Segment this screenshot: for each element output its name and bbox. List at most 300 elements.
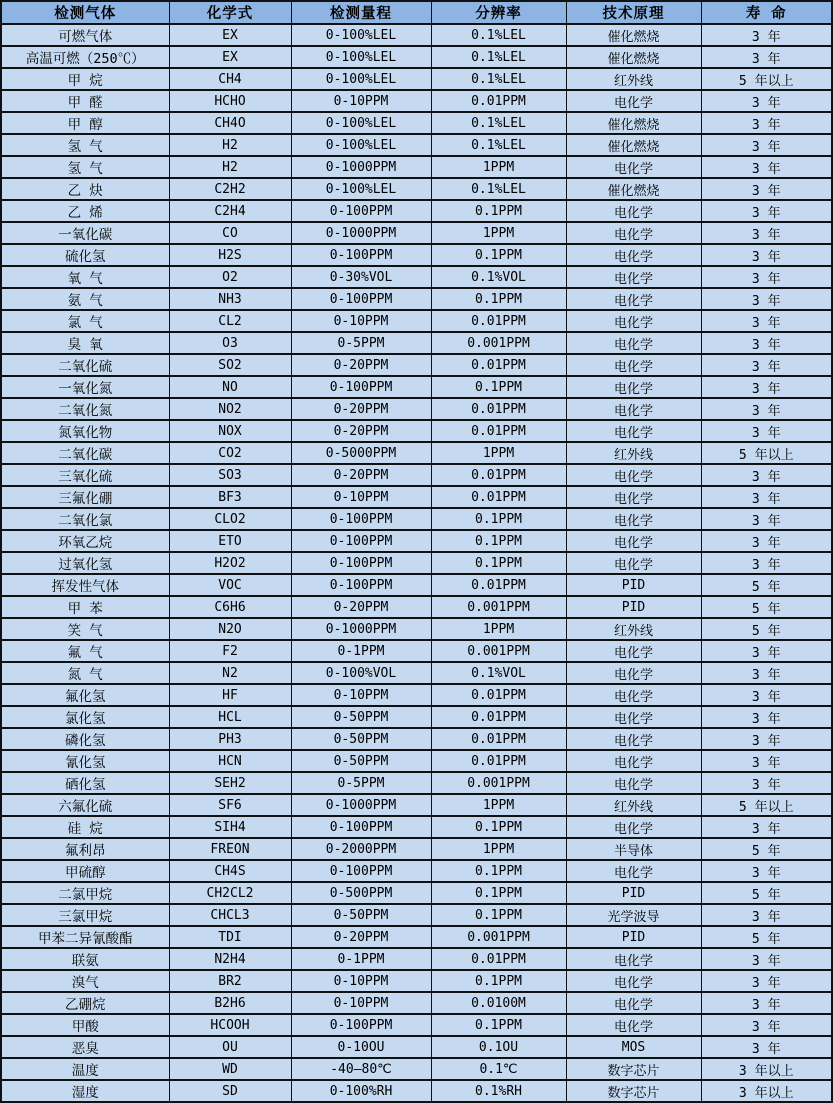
lifespan-cell: 3 年 [701, 46, 832, 68]
gas-name-cell: 氮 气 [1, 662, 169, 684]
table-row [1, 398, 832, 420]
lifespan-cell: 3 年 [701, 728, 832, 750]
resolution-cell: 0.1%VOL [431, 662, 566, 684]
resolution-cell: 0.1%RH [431, 1080, 566, 1102]
formula-cell: CH4 [169, 68, 291, 90]
lifespan-cell: 3 年 [701, 860, 832, 882]
formula-cell: CHCL3 [169, 904, 291, 926]
table-row [1, 178, 832, 200]
range-cell: 0-10PPM [291, 310, 431, 332]
gas-name-cell: 可燃气体 [1, 24, 169, 46]
table-row [1, 442, 832, 464]
lifespan-cell: 3 年 [701, 970, 832, 992]
gas-name-cell: 氯化氢 [1, 706, 169, 728]
principle-cell: 电化学 [566, 1014, 701, 1036]
lifespan-cell: 5 年 [701, 882, 832, 904]
formula-cell: C6H6 [169, 596, 291, 618]
formula-cell: O3 [169, 332, 291, 354]
gas-name-cell: 氟 气 [1, 640, 169, 662]
table-row [1, 552, 832, 574]
lifespan-cell: 3 年 [701, 332, 832, 354]
principle-cell: 电化学 [566, 970, 701, 992]
gas-name-cell: 挥发性气体 [1, 574, 169, 596]
gas-name-cell: 氮氧化物 [1, 420, 169, 442]
range-cell: 0-50PPM [291, 904, 431, 926]
lifespan-cell: 3 年 [701, 288, 832, 310]
range-cell: 0-500PPM [291, 882, 431, 904]
table-row [1, 684, 832, 706]
gas-name-cell: 甲 苯 [1, 596, 169, 618]
lifespan-cell: 3 年 [701, 530, 832, 552]
range-cell: 0-100PPM [291, 1014, 431, 1036]
resolution-cell: 0.001PPM [431, 640, 566, 662]
gas-name-cell: 氧 气 [1, 266, 169, 288]
formula-cell: N2O [169, 618, 291, 640]
gas-name-cell: 高温可燃（250℃） [1, 46, 169, 68]
principle-cell: 电化学 [566, 266, 701, 288]
resolution-cell: 0.1%LEL [431, 112, 566, 134]
resolution-cell: 0.1PPM [431, 530, 566, 552]
formula-cell: SF6 [169, 794, 291, 816]
principle-cell: 电化学 [566, 486, 701, 508]
lifespan-cell: 3 年 [701, 266, 832, 288]
lifespan-cell: 5 年 [701, 596, 832, 618]
table-row [1, 112, 832, 134]
formula-cell: SIH4 [169, 816, 291, 838]
gas-name-cell: 氟化氢 [1, 684, 169, 706]
table-row [1, 244, 832, 266]
table-row [1, 750, 832, 772]
principle-cell: PID [566, 596, 701, 618]
principle-cell: 电化学 [566, 420, 701, 442]
formula-cell: VOC [169, 574, 291, 596]
range-cell: 0-20PPM [291, 464, 431, 486]
formula-cell: SO3 [169, 464, 291, 486]
gas-name-cell: 环氧乙烷 [1, 530, 169, 552]
range-cell: 0-20PPM [291, 398, 431, 420]
lifespan-cell: 3 年 [701, 90, 832, 112]
resolution-cell: 0.01PPM [431, 90, 566, 112]
resolution-cell: 1PPM [431, 618, 566, 640]
gas-name-cell: 溴气 [1, 970, 169, 992]
resolution-cell: 0.1PPM [431, 1014, 566, 1036]
header-gas-name-cell: 检测气体 [1, 1, 169, 24]
lifespan-cell: 5 年 [701, 618, 832, 640]
lifespan-cell: 3 年 [701, 244, 832, 266]
resolution-cell: 0.1PPM [431, 816, 566, 838]
table-header [1, 1, 832, 24]
table-row [1, 24, 832, 46]
gas-name-cell: 湿度 [1, 1080, 169, 1102]
range-cell: 0-100PPM [291, 816, 431, 838]
table-row [1, 728, 832, 750]
principle-cell: 电化学 [566, 684, 701, 706]
header-row [1, 1, 832, 24]
header-range-cell: 检测量程 [291, 1, 431, 24]
principle-cell: 电化学 [566, 200, 701, 222]
range-cell: 0-50PPM [291, 706, 431, 728]
lifespan-cell: 5 年以上 [701, 794, 832, 816]
range-cell: 0-100%LEL [291, 24, 431, 46]
header-lifespan-cell: 寿 命 [701, 1, 832, 24]
range-cell: 0-100%LEL [291, 46, 431, 68]
table-row [1, 486, 832, 508]
table-row [1, 222, 832, 244]
resolution-cell: 0.1PPM [431, 288, 566, 310]
range-cell: 0-100PPM [291, 200, 431, 222]
principle-cell: 电化学 [566, 90, 701, 112]
gas-name-cell: 氢 气 [1, 156, 169, 178]
range-cell: 0-10OU [291, 1036, 431, 1058]
formula-cell: NH3 [169, 288, 291, 310]
gas-name-cell: 甲 醇 [1, 112, 169, 134]
range-cell: -40—80℃ [291, 1058, 431, 1080]
gas-name-cell: 氨 气 [1, 288, 169, 310]
formula-cell: FREON [169, 838, 291, 860]
formula-cell: BF3 [169, 486, 291, 508]
lifespan-cell: 3 年 [701, 1014, 832, 1036]
gas-name-cell: 三氟化硼 [1, 486, 169, 508]
table-row [1, 596, 832, 618]
principle-cell: 电化学 [566, 750, 701, 772]
lifespan-cell: 3 年 [701, 486, 832, 508]
resolution-cell: 0.1%VOL [431, 266, 566, 288]
principle-cell: 电化学 [566, 640, 701, 662]
principle-cell: 电化学 [566, 552, 701, 574]
range-cell: 0-100PPM [291, 552, 431, 574]
table-row [1, 860, 832, 882]
formula-cell: TDI [169, 926, 291, 948]
lifespan-cell: 3 年 [701, 662, 832, 684]
resolution-cell: 0.01PPM [431, 354, 566, 376]
range-cell: 0-20PPM [291, 354, 431, 376]
gas-name-cell: 乙 炔 [1, 178, 169, 200]
table-row [1, 970, 832, 992]
resolution-cell: 1PPM [431, 794, 566, 816]
principle-cell: 电化学 [566, 706, 701, 728]
header-principle-cell: 技术原理 [566, 1, 701, 24]
gas-name-cell: 氢 气 [1, 134, 169, 156]
gas-name-cell: 三氯甲烷 [1, 904, 169, 926]
formula-cell: NOX [169, 420, 291, 442]
lifespan-cell: 3 年 [701, 112, 832, 134]
formula-cell: C2H4 [169, 200, 291, 222]
lifespan-cell: 3 年 [701, 178, 832, 200]
principle-cell: 催化燃烧 [566, 112, 701, 134]
gas-name-cell: 氰化氢 [1, 750, 169, 772]
lifespan-cell: 3 年以上 [701, 1080, 832, 1102]
table-row [1, 794, 832, 816]
gas-name-cell: 二氯甲烷 [1, 882, 169, 904]
table-row [1, 618, 832, 640]
formula-cell: CH4O [169, 112, 291, 134]
gas-name-cell: 笑 气 [1, 618, 169, 640]
principle-cell: 电化学 [566, 816, 701, 838]
principle-cell: 数字芯片 [566, 1080, 701, 1102]
principle-cell: PID [566, 882, 701, 904]
lifespan-cell: 3 年 [701, 200, 832, 222]
range-cell: 0-20PPM [291, 596, 431, 618]
resolution-cell: 0.1%LEL [431, 134, 566, 156]
principle-cell: 催化燃烧 [566, 178, 701, 200]
lifespan-cell: 3 年 [701, 508, 832, 530]
resolution-cell: 0.001PPM [431, 772, 566, 794]
principle-cell: 电化学 [566, 222, 701, 244]
gas-name-cell: 甲苯二异氰酸酯 [1, 926, 169, 948]
formula-cell: WD [169, 1058, 291, 1080]
range-cell: 0-100PPM [291, 574, 431, 596]
resolution-cell: 1PPM [431, 838, 566, 860]
formula-cell: OU [169, 1036, 291, 1058]
table-row [1, 772, 832, 794]
gas-name-cell: 乙 烯 [1, 200, 169, 222]
range-cell: 0-10PPM [291, 486, 431, 508]
resolution-cell: 0.1PPM [431, 882, 566, 904]
formula-cell: N2H4 [169, 948, 291, 970]
gas-name-cell: 臭 氧 [1, 332, 169, 354]
range-cell: 0-1PPM [291, 640, 431, 662]
table-row [1, 706, 832, 728]
range-cell: 0-5000PPM [291, 442, 431, 464]
formula-cell: SD [169, 1080, 291, 1102]
resolution-cell: 0.1%LEL [431, 68, 566, 90]
table-row [1, 530, 832, 552]
formula-cell: HCHO [169, 90, 291, 112]
table-row [1, 640, 832, 662]
resolution-cell: 0.1OU [431, 1036, 566, 1058]
range-cell: 0-100PPM [291, 376, 431, 398]
resolution-cell: 1PPM [431, 156, 566, 178]
lifespan-cell: 3 年 [701, 420, 832, 442]
gas-name-cell: 三氧化硫 [1, 464, 169, 486]
resolution-cell: 0.0100M [431, 992, 566, 1014]
table-row [1, 90, 832, 112]
range-cell: 0-100%LEL [291, 178, 431, 200]
range-cell: 0-1000PPM [291, 222, 431, 244]
range-cell: 0-100PPM [291, 530, 431, 552]
table-row [1, 838, 832, 860]
table-row [1, 376, 832, 398]
range-cell: 0-50PPM [291, 750, 431, 772]
gas-name-cell: 一氧化碳 [1, 222, 169, 244]
table-row [1, 464, 832, 486]
table-row [1, 1058, 832, 1080]
principle-cell: 电化学 [566, 948, 701, 970]
range-cell: 0-20PPM [291, 420, 431, 442]
resolution-cell: 0.001PPM [431, 332, 566, 354]
principle-cell: 电化学 [566, 772, 701, 794]
lifespan-cell: 3 年 [701, 706, 832, 728]
range-cell: 0-1PPM [291, 948, 431, 970]
gas-name-cell: 一氧化氮 [1, 376, 169, 398]
formula-cell: F2 [169, 640, 291, 662]
formula-cell: B2H6 [169, 992, 291, 1014]
resolution-cell: 0.01PPM [431, 706, 566, 728]
range-cell: 0-10PPM [291, 90, 431, 112]
table-row [1, 354, 832, 376]
formula-cell: NO [169, 376, 291, 398]
gas-name-cell: 恶臭 [1, 1036, 169, 1058]
formula-cell: H2 [169, 156, 291, 178]
gas-name-cell: 甲硫醇 [1, 860, 169, 882]
range-cell: 0-100%LEL [291, 68, 431, 90]
table-row [1, 1036, 832, 1058]
principle-cell: 电化学 [566, 662, 701, 684]
lifespan-cell: 3 年 [701, 398, 832, 420]
formula-cell: CH4S [169, 860, 291, 882]
principle-cell: 催化燃烧 [566, 24, 701, 46]
table-row [1, 816, 832, 838]
table-row [1, 200, 832, 222]
principle-cell: 电化学 [566, 354, 701, 376]
principle-cell: 半导体 [566, 838, 701, 860]
range-cell: 0-50PPM [291, 728, 431, 750]
resolution-cell: 0.1PPM [431, 508, 566, 530]
lifespan-cell: 5 年 [701, 838, 832, 860]
formula-cell: C2H2 [169, 178, 291, 200]
principle-cell: 红外线 [566, 794, 701, 816]
range-cell: 0-1000PPM [291, 794, 431, 816]
table-row [1, 662, 832, 684]
gas-name-cell: 硒化氢 [1, 772, 169, 794]
range-cell: 0-5PPM [291, 772, 431, 794]
lifespan-cell: 5 年 [701, 926, 832, 948]
range-cell: 0-30%VOL [291, 266, 431, 288]
table-row [1, 46, 832, 68]
range-cell: 0-1000PPM [291, 618, 431, 640]
formula-cell: CO2 [169, 442, 291, 464]
range-cell: 0-100PPM [291, 860, 431, 882]
lifespan-cell: 3 年 [701, 24, 832, 46]
gas-name-cell: 氯 气 [1, 310, 169, 332]
table-row [1, 68, 832, 90]
resolution-cell: 0.001PPM [431, 596, 566, 618]
principle-cell: 光学波导 [566, 904, 701, 926]
resolution-cell: 0.1%LEL [431, 24, 566, 46]
principle-cell: 电化学 [566, 508, 701, 530]
resolution-cell: 0.01PPM [431, 464, 566, 486]
formula-cell: BR2 [169, 970, 291, 992]
lifespan-cell: 3 年 [701, 640, 832, 662]
lifespan-cell: 3 年 [701, 948, 832, 970]
range-cell: 0-1000PPM [291, 156, 431, 178]
range-cell: 0-5PPM [291, 332, 431, 354]
range-cell: 0-2000PPM [291, 838, 431, 860]
gas-name-cell: 温度 [1, 1058, 169, 1080]
table-row [1, 992, 832, 1014]
table-row [1, 1080, 832, 1102]
gas-name-cell: 氟利昂 [1, 838, 169, 860]
table-row [1, 508, 832, 530]
principle-cell: 电化学 [566, 530, 701, 552]
gas-name-cell: 二氧化碳 [1, 442, 169, 464]
resolution-cell: 0.1PPM [431, 376, 566, 398]
resolution-cell: 0.1PPM [431, 904, 566, 926]
range-cell: 0-10PPM [291, 970, 431, 992]
formula-cell: SEH2 [169, 772, 291, 794]
principle-cell: 电化学 [566, 728, 701, 750]
formula-cell: ETO [169, 530, 291, 552]
range-cell: 0-100%LEL [291, 134, 431, 156]
principle-cell: 电化学 [566, 376, 701, 398]
gas-name-cell: 硫化氢 [1, 244, 169, 266]
lifespan-cell: 3 年 [701, 156, 832, 178]
formula-cell: O2 [169, 266, 291, 288]
principle-cell: 电化学 [566, 288, 701, 310]
resolution-cell: 1PPM [431, 442, 566, 464]
resolution-cell: 0.1℃ [431, 1058, 566, 1080]
formula-cell: CH2CL2 [169, 882, 291, 904]
lifespan-cell: 5 年以上 [701, 68, 832, 90]
formula-cell: EX [169, 24, 291, 46]
principle-cell: 红外线 [566, 68, 701, 90]
lifespan-cell: 3 年 [701, 354, 832, 376]
principle-cell: MOS [566, 1036, 701, 1058]
formula-cell: CO [169, 222, 291, 244]
range-cell: 0-100PPM [291, 244, 431, 266]
formula-cell: H2 [169, 134, 291, 156]
gas-name-cell: 联氨 [1, 948, 169, 970]
lifespan-cell: 3 年 [701, 464, 832, 486]
table-row [1, 288, 832, 310]
lifespan-cell: 3 年 [701, 134, 832, 156]
formula-cell: N2 [169, 662, 291, 684]
gas-name-cell: 甲酸 [1, 1014, 169, 1036]
table-row [1, 420, 832, 442]
table-row [1, 1014, 832, 1036]
principle-cell: PID [566, 574, 701, 596]
lifespan-cell: 3 年 [701, 684, 832, 706]
principle-cell: 电化学 [566, 992, 701, 1014]
range-cell: 0-10PPM [291, 992, 431, 1014]
lifespan-cell: 3 年 [701, 222, 832, 244]
resolution-cell: 0.01PPM [431, 398, 566, 420]
gas-name-cell: 甲 醛 [1, 90, 169, 112]
resolution-cell: 0.01PPM [431, 420, 566, 442]
principle-cell: 数字芯片 [566, 1058, 701, 1080]
gas-name-cell: 过氧化氢 [1, 552, 169, 574]
principle-cell: 电化学 [566, 156, 701, 178]
gas-name-cell: 乙硼烷 [1, 992, 169, 1014]
formula-cell: CLO2 [169, 508, 291, 530]
lifespan-cell: 3 年 [701, 552, 832, 574]
principle-cell: 红外线 [566, 442, 701, 464]
formula-cell: CL2 [169, 310, 291, 332]
formula-cell: SO2 [169, 354, 291, 376]
gas-name-cell: 二氧化氮 [1, 398, 169, 420]
resolution-cell: 0.01PPM [431, 684, 566, 706]
range-cell: 0-20PPM [291, 926, 431, 948]
formula-cell: HF [169, 684, 291, 706]
resolution-cell: 0.1PPM [431, 200, 566, 222]
resolution-cell: 0.01PPM [431, 948, 566, 970]
formula-cell: H2O2 [169, 552, 291, 574]
principle-cell: 电化学 [566, 398, 701, 420]
resolution-cell: 0.1PPM [431, 970, 566, 992]
table-row [1, 266, 832, 288]
lifespan-cell: 3 年 [701, 376, 832, 398]
gas-name-cell: 二氧化氯 [1, 508, 169, 530]
lifespan-cell: 3 年 [701, 1036, 832, 1058]
gas-name-cell: 硅 烷 [1, 816, 169, 838]
resolution-cell: 0.01PPM [431, 310, 566, 332]
formula-cell: HCN [169, 750, 291, 772]
table-row [1, 882, 832, 904]
gas-name-cell: 六氟化硫 [1, 794, 169, 816]
resolution-cell: 0.01PPM [431, 574, 566, 596]
principle-cell: 电化学 [566, 860, 701, 882]
resolution-cell: 0.1PPM [431, 860, 566, 882]
